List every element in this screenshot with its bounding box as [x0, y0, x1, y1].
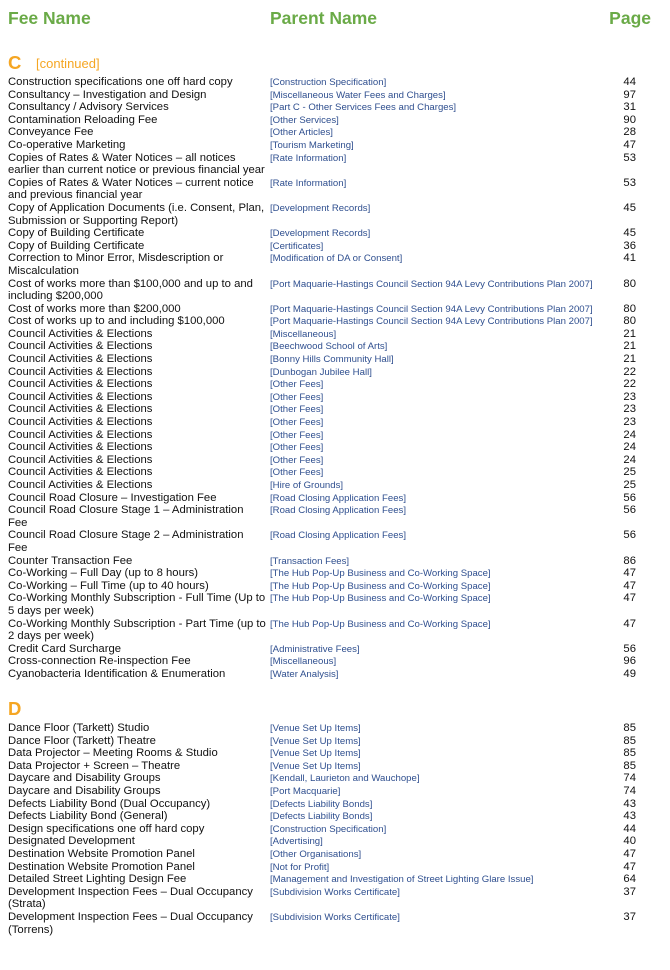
page-number: 41: [623, 252, 636, 265]
page-number: 43: [623, 810, 636, 823]
fee-row: [0, 798, 670, 811]
page-number: 44: [623, 822, 636, 835]
fee-row: [0, 76, 670, 89]
fee-row: [0, 114, 670, 127]
fee-row: [0, 177, 670, 202]
fee-name: Defects Liability Bond (Dual Occupancy): [8, 797, 211, 810]
fee-name: Council Activities & Elections: [8, 479, 153, 491]
parent-name-link[interactable]: [Tourism Marketing]: [270, 139, 354, 151]
fee-row: [0, 760, 670, 773]
fee-row: [0, 403, 670, 416]
fee-name: Conveyance Fee: [8, 126, 94, 139]
parent-name-link[interactable]: [Other Fees]: [270, 404, 324, 416]
parent-name-link[interactable]: [Road Closing Application Fees]: [270, 505, 406, 517]
fee-row: [0, 785, 670, 798]
fee-name: Consultancy / Advisory Services: [8, 101, 169, 114]
parent-name-link[interactable]: [Development Records]: [270, 202, 371, 214]
page-number: 80: [623, 277, 636, 290]
page-number: 37: [623, 885, 636, 898]
fee-row: [0, 835, 670, 848]
page-number: 40: [623, 835, 636, 848]
parent-name-link[interactable]: [Defects Liability Bonds]: [270, 811, 373, 823]
page-number: 44: [623, 76, 636, 88]
page-number: 53: [623, 151, 636, 164]
fee-name: Credit Card Surcharge: [8, 642, 122, 655]
page-number: 47: [623, 617, 636, 630]
parent-name-link[interactable]: [Defects Liability Bonds]: [270, 798, 373, 810]
fee-name: Detailed Street Lighting Design Fee: [8, 873, 187, 886]
fee-name: Defects Liability Bond (General): [8, 810, 168, 823]
page-number: 85: [623, 734, 636, 747]
page-number: 64: [623, 873, 636, 886]
page-number: 24: [623, 453, 636, 466]
page-number: 37: [623, 910, 636, 923]
fee-row: [0, 227, 670, 240]
page-number: 36: [623, 239, 636, 252]
fee-row: [0, 340, 670, 353]
section-letter: C: [8, 52, 22, 73]
parent-name-link[interactable]: [Construction Specification]: [270, 77, 387, 88]
fee-row: [0, 911, 670, 936]
page-number: 74: [623, 772, 636, 785]
parent-name-link[interactable]: [Miscellaneous Water Fees and Charges]: [270, 89, 446, 101]
fee-name: Council Activities & Elections: [8, 365, 153, 378]
parent-name-link[interactable]: [Port Maquarie-Hastings Council Section 94A Levy Contributions Plan 2007]: [270, 303, 593, 315]
fee-name: Copy of Building Certificate: [8, 227, 145, 240]
parent-name-link[interactable]: [Subdivision Works Certificate]: [270, 911, 400, 923]
fee-name: Contamination Reloading Fee: [8, 113, 158, 126]
fee-row: [0, 492, 670, 505]
parent-name-link[interactable]: [Development Records]: [270, 228, 371, 240]
parent-name-link[interactable]: [The Hub Pop-Up Business and Co-Working Space]: [270, 568, 491, 580]
fee-name: Development Inspection Fees – Dual Occupancy (Torrens): [8, 910, 253, 936]
fee-name: Co-Working Monthly Subscription - Part Time (up to 2 days per week): [8, 617, 266, 643]
fee-row: [0, 504, 670, 529]
fee-row: [0, 152, 670, 177]
fee-name: Correction to Minor Error, Misdescription or Miscalculation: [8, 252, 224, 277]
fee-row: [0, 315, 670, 328]
fee-row: [0, 747, 670, 760]
page-number: 85: [623, 747, 636, 760]
fee-row: [0, 252, 670, 277]
parent-name-link[interactable]: [Venue Set Up Items]: [270, 760, 361, 772]
fee-name: Cost of works more than $100,000 and up to and including $200,000: [8, 277, 253, 303]
page-number: 47: [623, 860, 636, 873]
page-number: 80: [623, 315, 636, 328]
fee-row: [0, 89, 670, 102]
parent-name-link[interactable]: [Administrative Fees]: [270, 643, 360, 655]
parent-name-link[interactable]: [Rate Information]: [270, 177, 347, 189]
fee-row: [0, 655, 670, 668]
page-number: 74: [623, 784, 636, 797]
parent-name-link[interactable]: [Other Fees]: [270, 454, 324, 466]
parent-name-link[interactable]: [Other Organisations]: [270, 848, 362, 860]
parent-name-link[interactable]: [Certificates]: [270, 240, 324, 252]
fee-row: [0, 722, 670, 735]
fee-name: Daycare and Disability Groups: [8, 772, 161, 785]
fee-row: [0, 592, 670, 617]
parent-name-link[interactable]: [Transaction Fees]: [270, 555, 350, 567]
fee-name: Co-Working – Full Time (up to 40 hours): [8, 579, 209, 592]
fee-name: Copies of Rates & Water Notices – current notice and previous financial year: [8, 176, 254, 202]
fee-row: [0, 873, 670, 886]
parent-name-link[interactable]: [Advertising]: [270, 836, 323, 848]
page-number: 31: [623, 101, 636, 114]
fee-name: Destination Website Promotion Panel: [8, 860, 195, 873]
fee-row: [0, 810, 670, 823]
fee-name: Counter Transaction Fee: [8, 554, 133, 567]
continued-label: [continued]: [36, 56, 100, 71]
parent-name-link[interactable]: [Bonny Hills Community Hall]: [270, 354, 394, 366]
fee-row: [0, 202, 670, 227]
page-number: 47: [623, 592, 636, 605]
fee-name: Design specifications one off hard copy: [8, 822, 205, 835]
parent-name-link[interactable]: [Subdivision Works Certificate]: [270, 886, 400, 898]
page-number: 23: [623, 416, 636, 429]
fee-name: Council Activities & Elections: [8, 403, 153, 416]
page-number: 21: [623, 327, 636, 340]
fee-name: Cross-connection Re-inspection Fee: [8, 655, 191, 668]
parent-name-heading: Parent Name: [270, 8, 377, 28]
parent-name-link[interactable]: [Rate Information]: [270, 152, 347, 164]
page-number: 49: [623, 667, 636, 680]
fee-row: [0, 366, 670, 379]
fee-name: Council Activities & Elections: [8, 390, 153, 403]
fee-row: [0, 618, 670, 643]
fee-name: Dance Floor (Tarkett) Theatre: [8, 734, 156, 747]
fee-row: [0, 328, 670, 341]
page-number: 56: [623, 504, 636, 517]
fee-name: Data Projector + Screen – Theatre: [8, 759, 181, 772]
page-number: 22: [623, 365, 636, 378]
page-number: 86: [623, 554, 636, 567]
parent-name-link[interactable]: [Other Fees]: [270, 379, 324, 391]
fee-name: Council Road Closure – Investigation Fee: [8, 491, 217, 504]
page-number: 24: [623, 441, 636, 454]
parent-name-link[interactable]: [Miscellaneous]: [270, 328, 337, 340]
page-number: 96: [623, 655, 636, 668]
fee-row: [0, 416, 670, 429]
parent-name-link[interactable]: [Road Closing Application Fees]: [270, 492, 406, 504]
page-number: 47: [623, 847, 636, 860]
column-header: [0, 7, 670, 29]
fee-name: Council Activities & Elections: [8, 416, 153, 429]
fee-row: [0, 378, 670, 391]
fee-name: Copy of Building Certificate: [8, 239, 145, 252]
fee-row: [0, 240, 670, 253]
page-number: 47: [623, 579, 636, 592]
fee-row: [0, 139, 670, 152]
page-number: 45: [623, 201, 636, 214]
parent-name-link[interactable]: [Other Fees]: [270, 391, 324, 403]
fee-row: [0, 886, 670, 911]
page-number: 25: [623, 479, 636, 491]
fee-name: Data Projector – Meeting Rooms & Studio: [8, 747, 218, 760]
fee-row: [0, 454, 670, 467]
fee-name: Council Road Closure Stage 1 – Administration Fee: [8, 504, 244, 529]
parent-name-link[interactable]: [Other Articles]: [270, 127, 333, 139]
fee-name: Cyanobacteria Identification & Enumeration: [8, 667, 226, 680]
page-number: 47: [623, 567, 636, 580]
fee-row: [0, 278, 670, 303]
fee-name: Development Inspection Fees – Dual Occupancy (Strata): [8, 885, 253, 911]
parent-name-link[interactable]: [Venue Set Up Items]: [270, 735, 361, 747]
fee-row: [0, 555, 670, 568]
fee-row: [0, 466, 670, 479]
fee-row: [0, 391, 670, 404]
fee-row: [0, 668, 670, 681]
parent-name-link[interactable]: [Port Macquarie]: [270, 785, 341, 797]
fee-name: Daycare and Disability Groups: [8, 784, 161, 797]
page-number: 22: [623, 378, 636, 391]
fee-row: [0, 429, 670, 442]
parent-name-link[interactable]: [Part C - Other Services Fees and Charges]: [270, 102, 457, 114]
fee-name-heading: Fee Name: [8, 8, 91, 28]
fee-name: Council Activities & Elections: [8, 453, 153, 466]
fee-name: Dance Floor (Tarkett) Studio: [8, 722, 150, 734]
fee-row: [0, 567, 670, 580]
page-number: 28: [623, 126, 636, 139]
page-number: 56: [623, 642, 636, 655]
parent-name-link[interactable]: [The Hub Pop-Up Business and Co-Working Space]: [270, 580, 491, 592]
parent-name-link[interactable]: [Venue Set Up Items]: [270, 723, 361, 734]
page-number: 21: [623, 340, 636, 353]
parent-name-link[interactable]: [Other Fees]: [270, 429, 324, 441]
fee-name: Copy of Application Documents (i.e. Consent, Plan, Submission or Supporting Report): [8, 201, 265, 227]
fee-name: Co-operative Marketing: [8, 138, 126, 151]
page-number: 21: [623, 353, 636, 366]
parent-name-link[interactable]: [Other Fees]: [270, 417, 324, 429]
page-number: 56: [623, 491, 636, 504]
fee-name: Construction specifications one off hard copy: [8, 76, 233, 88]
parent-name-link[interactable]: [Dunbogan Jubilee Hall]: [270, 366, 372, 378]
section-letter: D: [8, 698, 22, 719]
page-number: 90: [623, 113, 636, 126]
parent-name-link[interactable]: [Modification of DA or Consent]: [270, 253, 403, 265]
fee-row: [0, 529, 670, 554]
parent-name-link[interactable]: [Kendall, Laurieton and Wauchope]: [270, 773, 420, 785]
fee-row: [0, 353, 670, 366]
parent-name-link[interactable]: [Other Services]: [270, 114, 339, 126]
fee-row: [0, 772, 670, 785]
parent-name-link[interactable]: [Miscellaneous]: [270, 656, 337, 668]
page-number: 24: [623, 428, 636, 441]
page-number: 25: [623, 466, 636, 479]
parent-name-link[interactable]: [The Hub Pop-Up Business and Co-Working Space]: [270, 618, 491, 630]
parent-name-link[interactable]: [Construction Specification]: [270, 823, 387, 835]
fee-row: [0, 126, 670, 139]
fee-list: [0, 76, 670, 681]
fee-row: [0, 735, 670, 748]
page-number: 53: [623, 176, 636, 189]
fee-name: Council Activities & Elections: [8, 378, 153, 391]
page-number: 47: [623, 138, 636, 151]
fee-name: Council Activities & Elections: [8, 441, 153, 454]
page-number: 97: [623, 88, 636, 101]
fee-name: Consultancy – Investigation and Design: [8, 88, 207, 101]
fee-name: Council Road Closure Stage 2 – Administration Fee: [8, 529, 244, 554]
parent-name-link[interactable]: [Port Maquarie-Hastings Council Section 94A Levy Contributions Plan 2007]: [270, 278, 593, 290]
parent-name-link[interactable]: [Other Fees]: [270, 467, 324, 479]
fee-name: Council Activities & Elections: [8, 353, 153, 366]
fee-name: Copies of Rates & Water Notices – all notices earlier than current notice or previous financial year: [8, 151, 265, 177]
parent-name-link[interactable]: [Beechwood School of Arts]: [270, 341, 388, 353]
fee-name: Council Activities & Elections: [8, 327, 153, 340]
parent-name-link[interactable]: [Road Closing Application Fees]: [270, 530, 406, 542]
page-number: 43: [623, 797, 636, 810]
page-number: 23: [623, 403, 636, 416]
parent-name-link[interactable]: [Water Analysis]: [270, 668, 339, 680]
fee-name: Cost of works more than $200,000: [8, 302, 181, 315]
fee-list: [0, 722, 670, 936]
fee-name: Designated Development: [8, 835, 135, 848]
fee-row: [0, 580, 670, 593]
page-number: 23: [623, 390, 636, 403]
page-number: 80: [623, 302, 636, 315]
page-number: 85: [623, 759, 636, 772]
fee-row: [0, 823, 670, 836]
fee-row: [0, 441, 670, 454]
parent-name-link[interactable]: [Venue Set Up Items]: [270, 748, 361, 760]
fee-row: [0, 861, 670, 874]
fee-row: [0, 479, 670, 492]
parent-name-link[interactable]: [Port Maquarie-Hastings Council Section 94A Levy Contributions Plan 2007]: [270, 316, 593, 328]
fee-name: Council Activities & Elections: [8, 466, 153, 479]
fee-row: [0, 643, 670, 656]
page-heading: Page: [609, 8, 651, 28]
fee-name: Council Activities & Elections: [8, 340, 153, 353]
fee-name: Co-Working Monthly Subscription - Full Time (Up to 5 days per week): [8, 592, 266, 617]
fee-row: [0, 848, 670, 861]
parent-name-link[interactable]: [Management and Investigation of Street Lighting Glare Issue]: [270, 874, 534, 886]
fee-name: Destination Website Promotion Panel: [8, 847, 195, 860]
parent-name-link[interactable]: [Other Fees]: [270, 442, 324, 454]
fee-row: [0, 303, 670, 316]
fee-name: Co-Working – Full Day (up to 8 hours): [8, 567, 199, 580]
page-number: 56: [623, 529, 636, 542]
fee-name: Council Activities & Elections: [8, 428, 153, 441]
page-number: 85: [623, 722, 636, 734]
parent-name-link[interactable]: [Hire of Grounds]: [270, 480, 344, 491]
fee-row: [0, 101, 670, 114]
parent-name-link[interactable]: [Not for Profit]: [270, 861, 330, 873]
fee-name: Cost of works up to and including $100,000: [8, 315, 225, 328]
page-number: 45: [623, 227, 636, 240]
parent-name-link[interactable]: [The Hub Pop-Up Business and Co-Working Space]: [270, 593, 491, 605]
